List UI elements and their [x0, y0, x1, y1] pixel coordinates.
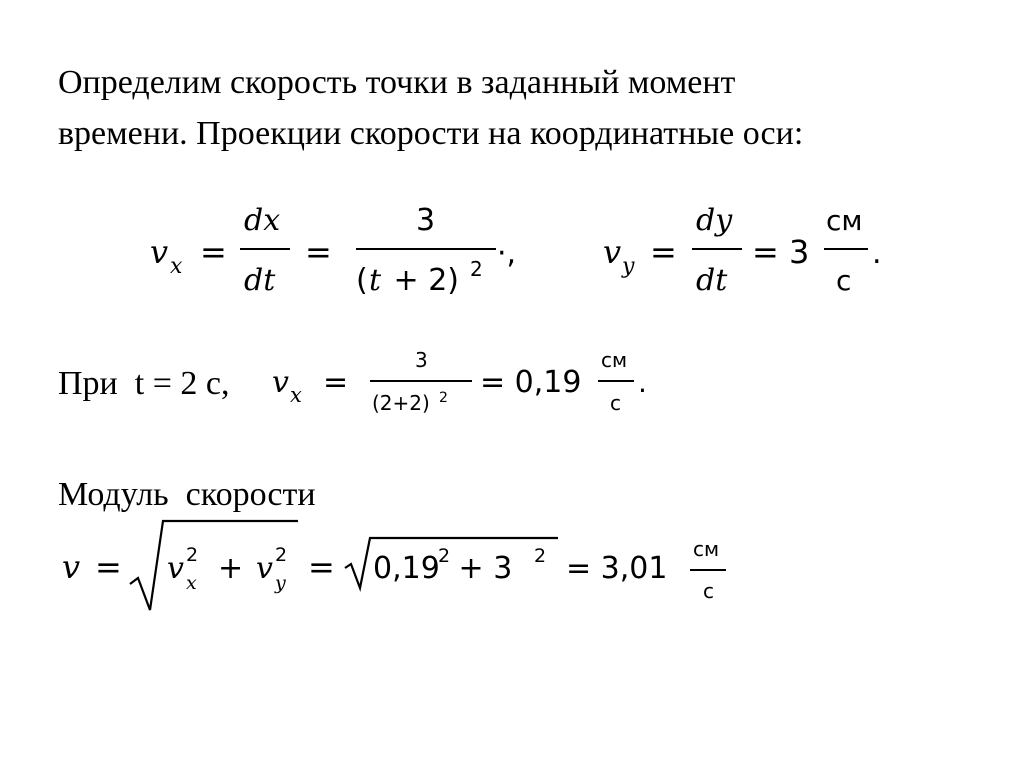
- modulus-result: = 3,01: [566, 551, 668, 586]
- vx-subscript: x: [170, 254, 183, 279]
- vx-equals: =: [200, 233, 227, 271]
- inner-three-sup: 2: [534, 545, 547, 567]
- vy-equals-value: = 3: [752, 233, 810, 271]
- vx-numerator: 3: [416, 203, 436, 238]
- radicand-vx-sub: x: [186, 572, 197, 594]
- equation-vx: [150, 203, 516, 298]
- vx-deriv-denominator: dt: [244, 263, 276, 298]
- modulus-heading: Модуль скорости: [58, 476, 316, 513]
- at-t-equals: =: [323, 365, 349, 400]
- at-t-prefix: При t = 2 с,: [58, 365, 230, 402]
- equation-vy: [603, 203, 882, 298]
- radicand-vy-sup: 2: [275, 544, 288, 566]
- equation-at-t: [58, 348, 647, 415]
- modulus-equals-2: =: [308, 548, 335, 586]
- vy-unit-denominator: с: [836, 264, 852, 297]
- vx-trailing-punct: ·,: [497, 236, 517, 271]
- vx-denominator-paren: (: [356, 263, 368, 298]
- radicand-vx-sup: 2: [186, 544, 199, 566]
- at-t-vx-subscript: x: [290, 383, 302, 407]
- vx-denominator-rest: + 2): [384, 263, 459, 298]
- radicand-vy: v: [256, 551, 273, 586]
- radicand-vx: v: [167, 551, 184, 586]
- at-t-denominator: (2+2): [372, 391, 430, 415]
- at-t-numerator: 3: [415, 348, 428, 372]
- radicand-vy-sub: y: [275, 572, 286, 594]
- radicand-plus: +: [218, 551, 244, 586]
- vy-deriv-denominator: dt: [696, 263, 728, 298]
- vy-deriv-numerator: dy: [696, 203, 733, 238]
- modulus-equals: =: [95, 548, 122, 586]
- inner-value-sup: 2: [438, 545, 451, 567]
- equation-modulus: [62, 521, 726, 610]
- at-t-unit-numerator: см: [601, 348, 628, 372]
- vy-unit-numerator: см: [826, 204, 863, 237]
- modulus-unit-denominator: с: [703, 579, 714, 603]
- vx-symbol: v: [150, 233, 169, 271]
- vx-deriv-numerator: dx: [244, 203, 281, 238]
- vy-symbol: v: [603, 233, 622, 271]
- vx-denominator-t: t: [369, 263, 382, 298]
- intro-line-1: Определим скорость точки в заданный момент: [58, 64, 736, 101]
- vy-period: .: [872, 236, 882, 271]
- intro-line-2: времени. Проекции скорости на координатные оси:: [58, 115, 804, 152]
- modulus-unit-numerator: см: [693, 537, 720, 561]
- vy-equals: =: [650, 233, 677, 271]
- vx-denominator-exponent: 2: [470, 257, 483, 281]
- at-t-denominator-exponent: 2: [439, 390, 448, 406]
- inner-value: 0,19: [373, 551, 440, 586]
- modulus-v-symbol: v: [62, 548, 81, 586]
- inner-plus-three: + 3: [449, 551, 513, 586]
- at-t-unit-denominator: с: [610, 391, 621, 415]
- at-t-period: .: [638, 366, 647, 399]
- vx-equals-2: =: [305, 233, 332, 271]
- at-t-result: = 0,19: [480, 365, 582, 400]
- vy-subscript: y: [622, 254, 635, 279]
- at-t-vx-symbol: v: [272, 365, 289, 400]
